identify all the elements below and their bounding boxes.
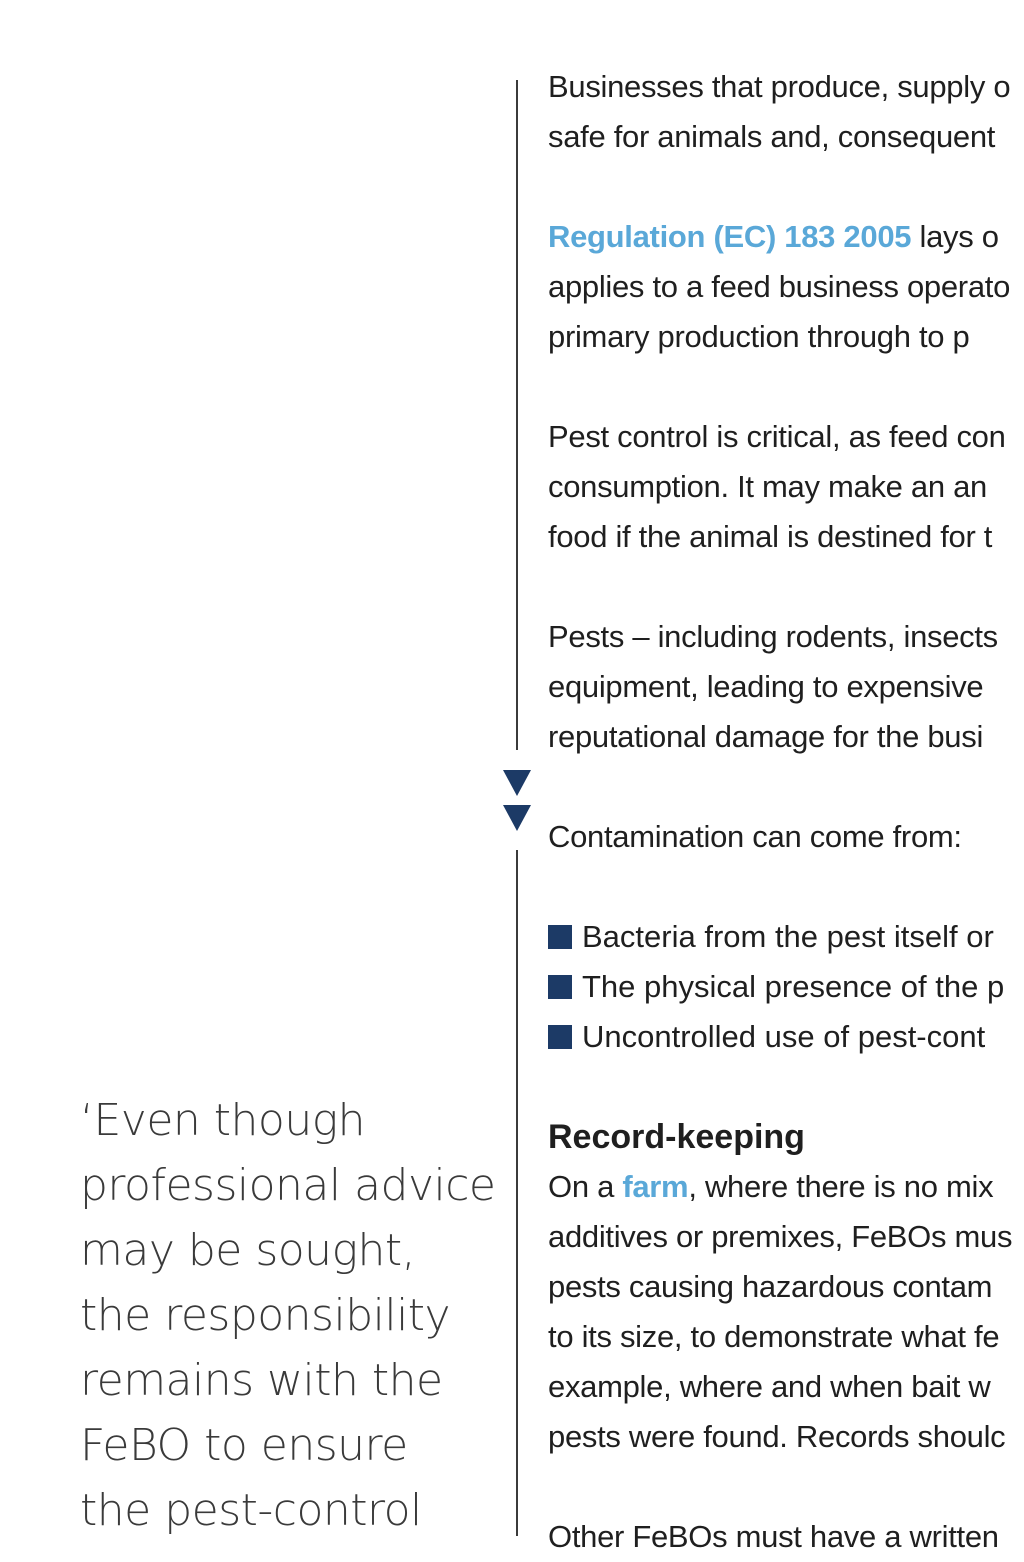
quote-line: remains with the — [80, 1355, 443, 1406]
text-fragment: On a — [548, 1169, 623, 1204]
text-line: applies to a feed business operato — [548, 269, 1011, 304]
text-line: example, where and when bait w — [548, 1369, 991, 1404]
farm-link[interactable]: farm — [622, 1169, 689, 1204]
quote-line: may be sought, — [80, 1225, 416, 1276]
text-line: to its size, to demonstrate what fe — [548, 1319, 1000, 1354]
quote-line: the pest-control — [80, 1485, 422, 1536]
list-item — [548, 1012, 1024, 1062]
text-line: food if the animal is destined for t — [548, 519, 993, 554]
list-item — [548, 962, 1024, 1012]
text-line: Pest control is critical, as feed con — [548, 419, 1006, 454]
contamination-paragraph — [548, 812, 1024, 862]
record-keeping-section — [548, 1112, 1024, 1462]
quote-line: the responsibility — [80, 1290, 451, 1341]
article-body — [548, 62, 1024, 1562]
pests-paragraph — [548, 612, 1024, 762]
bullet-square-icon — [548, 1025, 572, 1049]
quote-line: FeBO to ensure — [80, 1420, 408, 1471]
text-line: primary production through to p — [548, 319, 970, 354]
text-line — [548, 1162, 1024, 1212]
text-line: pests were found. Records shoulc — [548, 1419, 1006, 1454]
text-line: Contamination can come from: — [548, 819, 962, 854]
list-item — [548, 912, 1024, 962]
chevron-down-icon — [503, 770, 531, 796]
regulation-paragraph — [548, 212, 1024, 362]
text-line: Pests – including rodents, insects — [548, 619, 998, 654]
pest-control-paragraph — [548, 412, 1024, 562]
text-line — [548, 212, 1024, 262]
text-line: pests causing hazardous contam — [548, 1269, 993, 1304]
text-line: additives or premixes, FeBOs mus — [548, 1219, 1013, 1254]
bullet-square-icon — [548, 975, 572, 999]
text-line: Businesses that produce, supply o — [548, 69, 1011, 104]
quote-line: professional advice — [80, 1160, 496, 1211]
section-heading: Record-keeping — [548, 1118, 805, 1156]
text-line: Other FeBOs must have a written — [548, 1519, 999, 1554]
list-item-text: Bacteria from the pest itself or — [582, 919, 994, 954]
chevron-down-icon — [503, 805, 531, 831]
bullet-square-icon — [548, 925, 572, 949]
text-line: reputational damage for the busi — [548, 719, 984, 754]
text-fragment: lays o — [911, 219, 999, 254]
list-item-text: The physical presence of the p — [582, 969, 1005, 1004]
quote-line: ‘Even though — [80, 1095, 366, 1146]
regulation-link[interactable]: Regulation (EC) 183 2005 — [548, 219, 912, 254]
intro-paragraph — [548, 62, 1024, 162]
column-divider-bottom — [516, 850, 518, 1536]
text-fragment: , where there is no mix — [688, 1169, 994, 1204]
bullet-list — [548, 912, 1024, 1062]
text-line: safe for animals and, consequent — [548, 119, 996, 154]
column-divider-top — [516, 80, 518, 750]
text-line: consumption. It may make an an — [548, 469, 988, 504]
pull-quote — [80, 1088, 500, 1543]
list-item-text: Uncontrolled use of pest-cont — [582, 1019, 986, 1054]
text-line: equipment, leading to expensive — [548, 669, 984, 704]
